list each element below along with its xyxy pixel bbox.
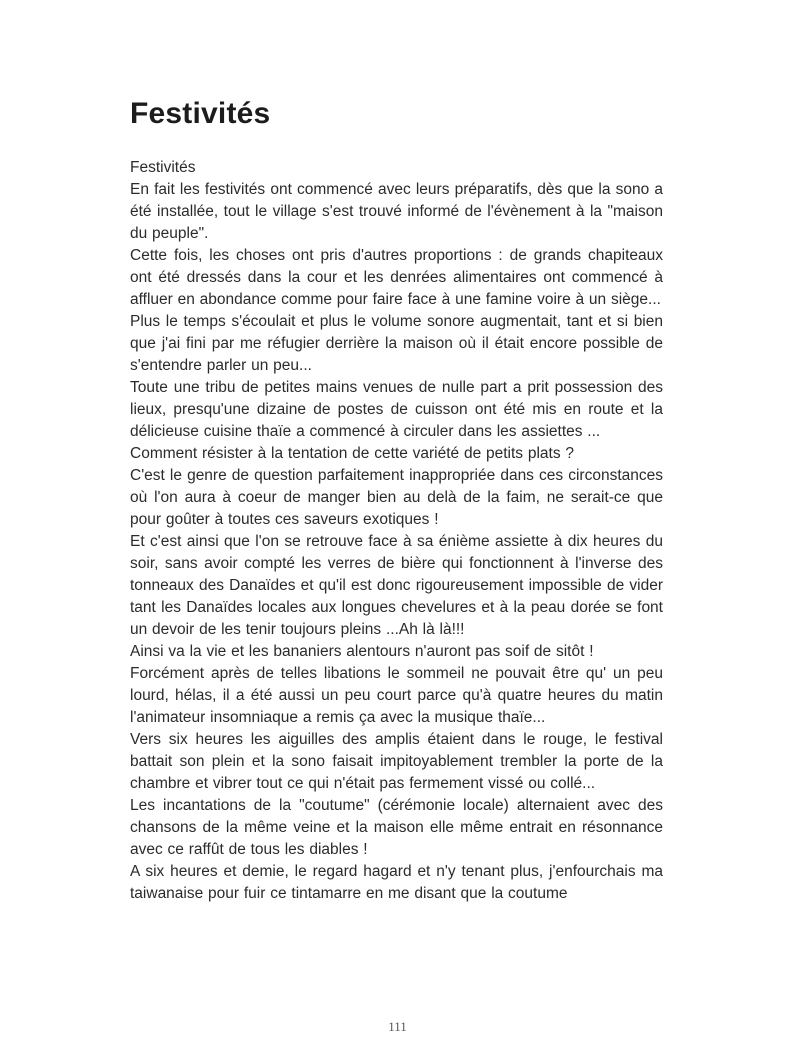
paragraph: C'est le genre de question parfaitement inappropriée dans ces circonstances où l'on aura à coeur de manger bien au delà de la faim, ne serait-ce que pour goûter à toutes ces saveurs exotiques ! <box>130 467 663 528</box>
paragraph: Festivités <box>130 159 196 176</box>
paragraph: Les incantations de la "coutume" (cérémonie locale) alternaient avec des chansons de la même veine et la maison elle même entrait en résonnance avec ce raffût de tous les diables ! <box>130 797 663 858</box>
paragraph: Forcément après de telles libations le sommeil ne pouvait être qu' un peu lourd, hélas, il a été aussi un peu court parce qu'à quatre heures du matin l'animateur insomniaque a remis ça avec la musique thaïe... <box>130 665 663 726</box>
paragraph: Toute une tribu de petites mains venues de nulle part a prit possession des lieux, presqu'une dizaine de postes de cuisson ont été mis en route et la délicieuse cuisine thaïe a commencé à circuler dans les assiettes ... <box>130 379 663 440</box>
paragraph: Ainsi va la vie et les bananiers alentours n'auront pas soif de sitôt ! <box>130 643 594 660</box>
page-title: Festivités <box>130 97 271 130</box>
paragraph: En fait les festivités ont commencé avec leurs préparatifs, dès que la sono a été installée, tout le village s'est trouvé informé de l'évènement à la "maison du peuple". <box>130 181 663 242</box>
document-body <box>130 157 663 905</box>
paragraph: Vers six heures les aiguilles des amplis étaient dans le rouge, le festival battait son plein et la sono faisait impitoyablement trembler la porte de la chambre et vibrer tout ce qui n'était pas fermement vissé ou collé... <box>130 731 663 792</box>
page-number: 111 <box>388 1019 407 1034</box>
paragraph: Plus le temps s'écoulait et plus le volume sonore augmentait, tant et si bien que j'ai fini par me réfugier derrière la maison où il était encore possible de s'entendre parler un peu... <box>130 313 663 374</box>
paragraph: Comment résister à la tentation de cette variété de petits plats ? <box>130 445 575 462</box>
paragraph: A six heures et demie, le regard hagard et n'y tenant plus, j'enfourchais ma taiwanaise pour fuir ce tintamarre en me disant que la coutume <box>130 863 663 902</box>
paragraph: Et c'est ainsi que l'on se retrouve face à sa énième assiette à dix heures du soir, sans avoir compté les verres de bière qui fonctionnent à l'inverse des tonneaux des Danaïdes et qu'il est donc rigoureusement impossible de vider tant les Danaïdes locales aux longues chevelures et à la peau dorée se font un devoir de les tenir toujours pleins ...Ah là là!!! <box>130 533 663 638</box>
paragraph: Cette fois, les choses ont pris d'autres proportions : de grands chapiteaux ont été dressés dans la cour et les denrées alimentaires ont commencé à affluer en abondance comme pour faire face à une famine voire à un siège... <box>130 247 663 308</box>
